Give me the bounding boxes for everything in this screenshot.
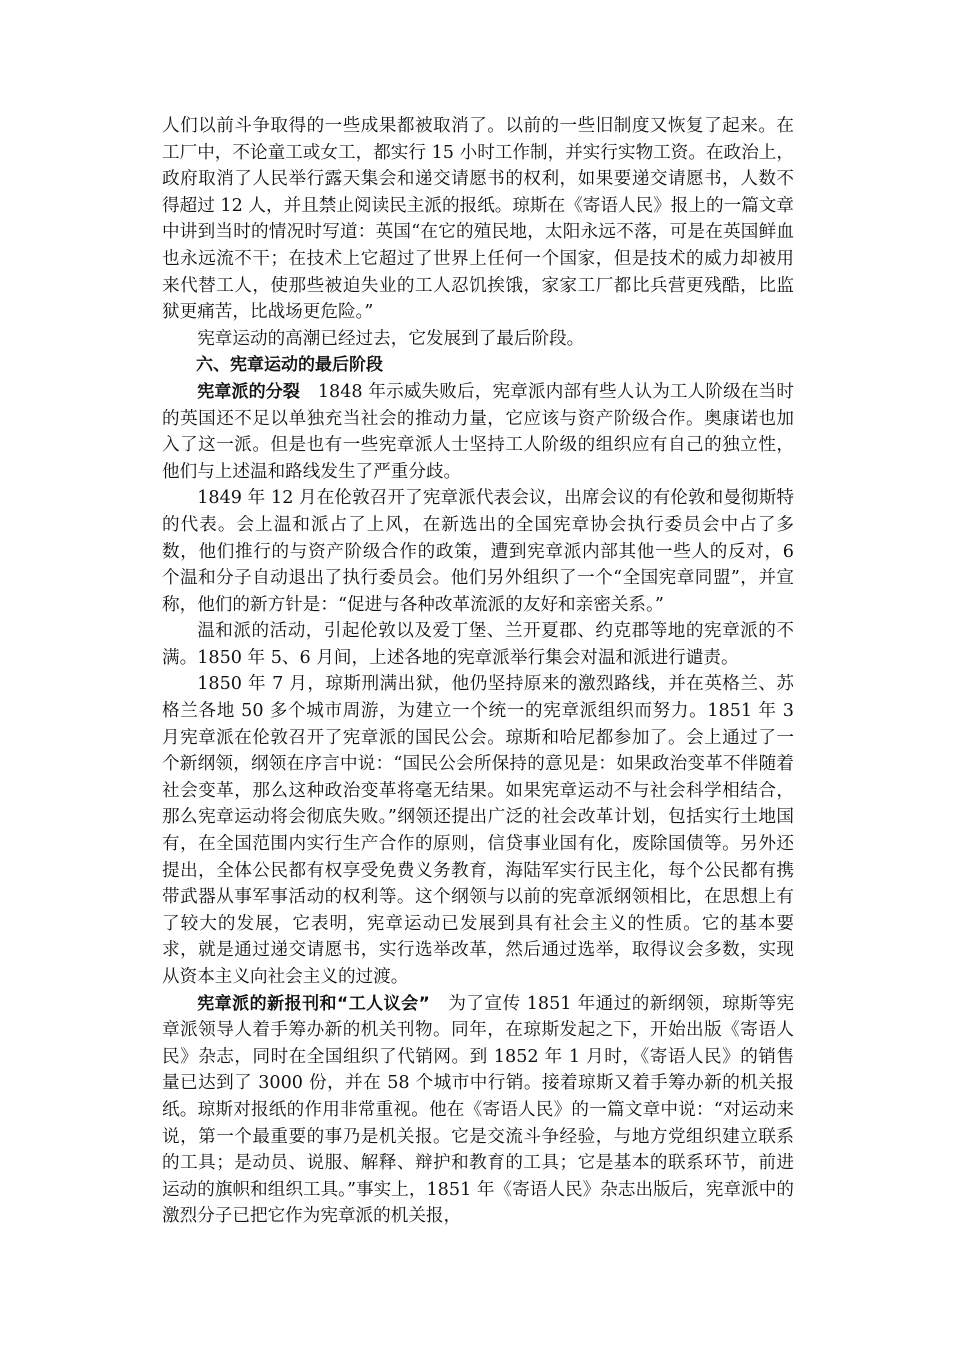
paragraph-7-text: 为了宣传 1851 年通过的新纲领，琼斯等宪章派领导人着手筹办新的机关刊物。同年，在琼斯发起之下，开始出版《寄语人民》杂志，同时在全国组织了代销网。到 1852 年 1 月时，《寄语人民》的销售量已达到了 3000 份，并在 58 个城市中行销。接着琼斯又着手筹办新的机关报纸。琼斯对报纸的作用非常重视。他在《寄语人民》的一篇文章中说：“对运动来说，第一个最重要的事乃是机关报。它是交流斗争经验，与地方党组织建立联系的工具；是动员、说服、解释、辩护和教育的工具；它是基本的联系环节，前进运动的旗帜和组织工具。”事实上，1851 年《寄语人民》杂志出版后，宪章派中的激烈分子已把它作为宪章派的机关报， xyxy=(162,993,794,1227)
paragraph-4: 1849 年 12 月在伦敦召开了宪章派代表会议，出席会议的有伦敦和曼彻斯特的代表。会上温和派占了上风，在新选出的全国宪章协会执行委员会中占了多数，他们推行的与资产阶级合作的政策，遭到宪章派内部其他一些人的反对，6 个温和分子自动退出了执行委员会。他们另外组织了一个“全国宪章同盟”，并宣称，他们的新方针是：“促进与各种改革流派的友好和亲密关系。” xyxy=(162,488,794,615)
paragraph-2: 宪章运动的高潮已经过去，它发展到了最后阶段。 xyxy=(197,328,585,349)
run-in-heading-press: 宪章派的新报刊和“工人议会” xyxy=(197,993,430,1014)
run-in-heading-split: 宪章派的分裂 xyxy=(197,381,301,402)
paragraph-6: 1850 年 7 月，琼斯刑满出狱，他仍坚持原来的激烈路线，并在英格兰、苏格兰各地 50 多个城市周游，为建立一个统一的宪章派组织而努力。1851 年 3 月宪章派在伦敦召开了宪章派的国民公会。琼斯和哈尼都参加了。会上通过了一个新纲领，纲领在序言中说：“国民公会所保持的意见是：如果政治变革不伴随着社会变革，那么这种政治变革将毫无结果。如果宪章运动不与社会科学相结合，那么宪章运动将会彻底失败。”纲领还提出广泛的社会改革计划，包括实行土地国有，在全国范围内实行生产合作的原则，信贷事业国有化，废除国债等。另外还提出，全体公民都有权享受免费义务教育，海陆军实行民主化，每个公民都有携带武器从事军事活动的权利等。这个纲领与以前的宪章派纲领相比，在思想上有了较大的发展，它表明，宪章运动已发展到具有社会主义的性质。它的基本要求，就是通过递交请愿书，实行选举改革，然后通过选举，取得议会多数，实现从资本主义向社会主义的过渡。 xyxy=(162,674,794,987)
section-heading: 六、宪章运动的最后阶段 xyxy=(196,355,383,376)
paragraph-3 xyxy=(162,379,794,485)
paragraph-5: 温和派的活动，引起伦敦以及爱丁堡、兰开夏郡、约克郡等地的宪章派的不满。1850 年 5、6 月间，上述各地的宪章派举行集会对温和派进行谴责。 xyxy=(162,621,794,668)
paragraph-7 xyxy=(162,991,794,1230)
paragraph-1: 人们以前斗争取得的一些成果都被取消了。以前的一些旧制度又恢复了起来。在工厂中，不论童工或女工，都实行 15 小时工作制，并实行实物工资。在政治上，政府取消了人民举行露天集会和递交请愿书的权利，如果要递交请愿书，人数不得超过 12 人，并且禁止阅读民主派的报纸。琼斯在《寄语人民》报上的一篇文章中讲到当时的情况时写道：英国“在它的殖民地，太阳永远不落，可是在英国鲜血也永远流不干；在技术上它超过了世界上任何一个国家，但是技术的威力却被用来代替工人，使那些被迫失业的工人忍饥挨饿，家家工厂都比兵营更残酷，比监狱更痛苦，比战场更危险。” xyxy=(162,116,794,323)
body-text xyxy=(162,113,794,1230)
paragraph-3-text: 1848 年示威失败后，宪章派内部有些人认为工人阶级在当时的英国还不足以单独充当社会的推动力量，它应该与资产阶级合作。奥康诺也加入了这一派。但是也有一些宪章派人士坚持工人阶级的组织应有自己的独立性，他们与上述温和路线发生了严重分歧。 xyxy=(162,381,794,482)
